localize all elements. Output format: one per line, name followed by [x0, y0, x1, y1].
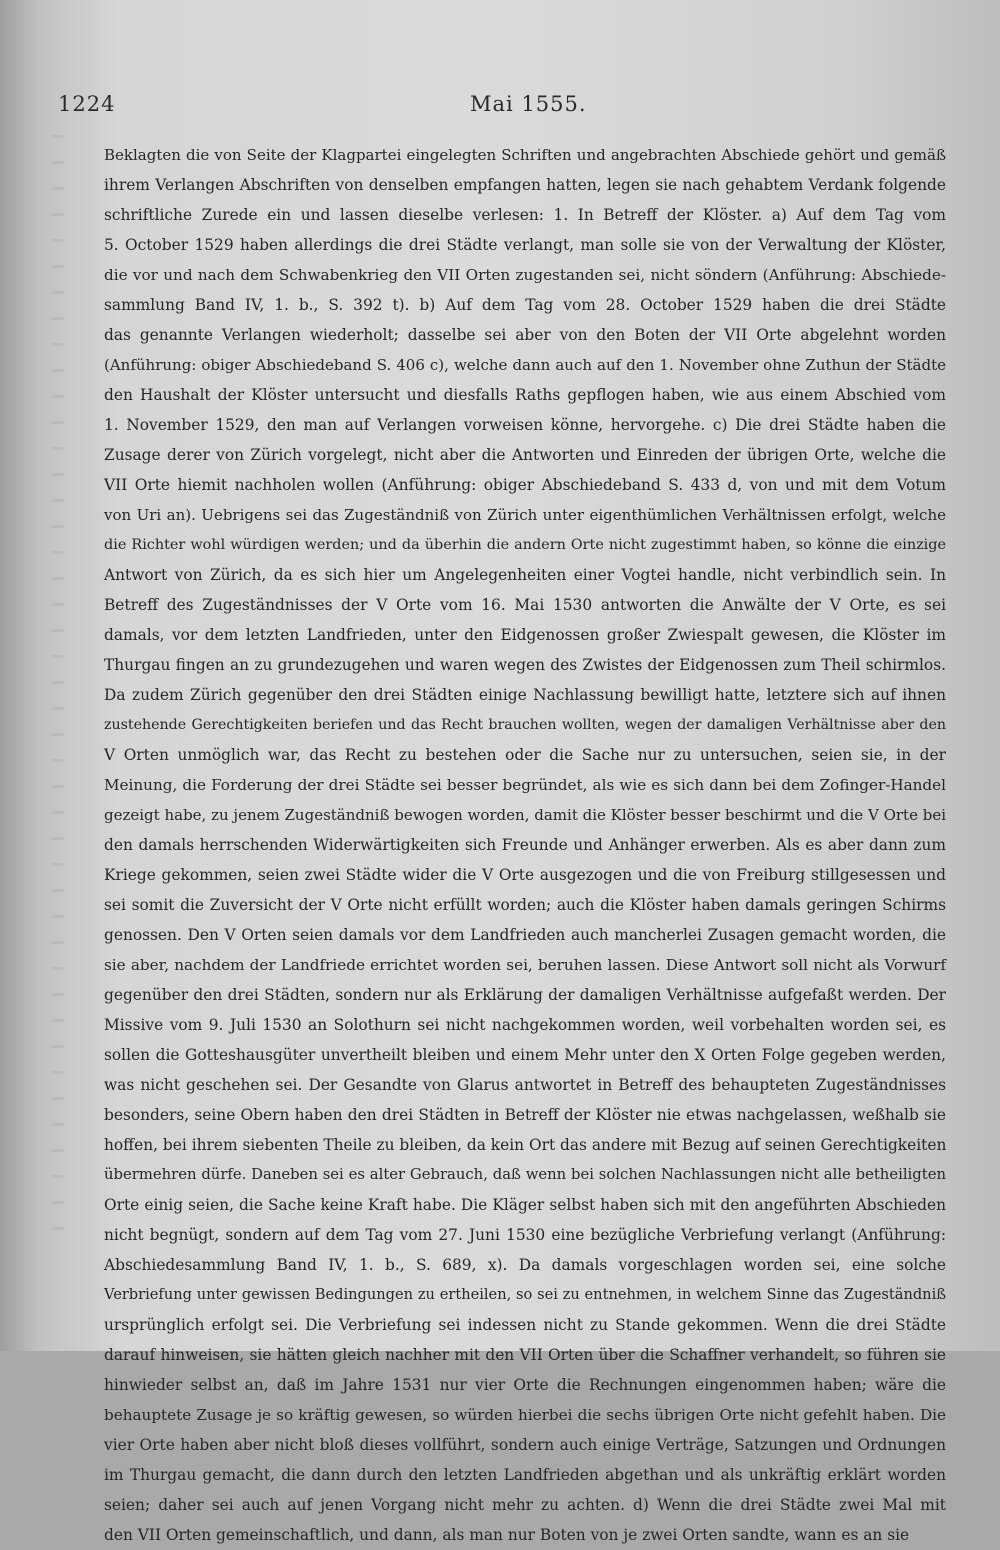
text-line: den damals herrschenden Widerwärtigkeiten sich Freunde und Anhänger erwerben. Als es aber dann zum — [104, 836, 946, 854]
text-line: von Uri an). Uebrigens sei das Zugeständniß von Zürich unter eigenthümlichen Verhältnissen erfolgt, welche — [104, 506, 946, 524]
text-line: Orte einig seien, die Sache keine Kraft habe. Die Kläger selbst haben sich mit den angeführten Abschieden — [104, 1196, 946, 1214]
text-line: die Richter wohl würdigen werden; und da überhin die andern Orte nicht zugestimmt haben, so könne die einzige — [104, 537, 946, 553]
text-line: hinwieder selbst an, daß im Jahre 1531 nur vier Orte die Rechnungen eingenommen haben; wäre die — [104, 1376, 946, 1394]
text-line: den VII Orten gemeinschaftlich, und dann, als man nur Boten von je zwei Orten sandte, wann es an sie — [104, 1526, 910, 1544]
text-line: Meinung, die Forderung der drei Städte sei besser begründet, als wie es sich dann bei dem Zofinger-Handel — [104, 776, 946, 794]
text-line: genossen. Den V Orten seien damals vor dem Landfrieden auch mancherlei Zusagen gemacht worden, die — [104, 926, 946, 944]
text-line: (Anführung: obiger Abschiedeband S. 406 c), welche dann auch auf den 1. November ohne Zuthun der Städte — [104, 356, 946, 374]
text-line: sammlung Band IV, 1. b., S. 392 t). b) Auf dem Tag vom 28. October 1529 haben die drei Städte — [104, 296, 946, 314]
text-line: Thurgau fingen an zu grundezugehen und waren wegen des Zwistes der Eidgenossen zum Theil schirmlos. — [104, 656, 946, 674]
page-number: 1224 — [58, 92, 116, 116]
text-line: Kriege gekommen, seien zwei Städte wider die V Orte ausgezogen und die von Freiburg stillgesessen und — [104, 866, 946, 884]
text-line: Abschiedesammlung Band IV, 1. b., S. 689, x). Da damals vorgeschlagen worden sei, eine solche — [104, 1256, 946, 1274]
show-through-shadow — [52, 135, 64, 1235]
text-line: nicht begnügt, sondern auf dem Tag vom 27. Juni 1530 eine bezügliche Verbriefung verlangt (Anführung: — [104, 1226, 946, 1244]
text-line: ursprünglich erfolgt sei. Die Verbriefung sei indessen nicht zu Stande gekommen. Wenn die drei Städte — [104, 1316, 946, 1334]
text-line: Verbriefung unter gewissen Bedingungen zu ertheilen, so sei zu entnehmen, in welchem Sinne das Zugeständniß — [104, 1286, 946, 1303]
text-line: seien; daher sei auch auf jenen Vorgang nicht mehr zu achten. d) Wenn die drei Städte zwei Mal mit — [104, 1496, 946, 1514]
text-line: was nicht geschehen sei. Der Gesandte von Glarus antwortet in Betreff des behaupteten Zugeständnisses — [104, 1076, 946, 1094]
text-line: Betreff des Zugeständnisses der V Orte vom 16. Mai 1530 antworten die Anwälte der V Orte, es sei — [104, 596, 946, 614]
text-line: ihrem Verlangen Abschriften von denselben empfangen hatten, legen sie nach gehabtem Verdank folgende — [104, 176, 946, 194]
text-line: V Orten unmöglich war, das Recht zu bestehen oder die Sache nur zu untersuchen, seien sie, in der — [104, 746, 946, 764]
text-line: im Thurgau gemacht, die dann durch den letzten Landfrieden abgethan und als unkräftig erklärt worden — [104, 1466, 946, 1484]
text-line: den Haushalt der Klöster untersucht und diesfalls Raths gepflogen haben, wie aus einem Abschied vom — [104, 386, 946, 404]
text-line: hoffen, bei ihrem siebenten Theile zu bleiben, da kein Ort das andere mit Bezug auf seinen Gerechtigkeiten — [104, 1136, 947, 1154]
text-line: zustehende Gerechtigkeiten beriefen und das Recht brauchen wollten, wegen der damaligen Verhältnisse aber den — [104, 717, 946, 733]
text-line: Da zudem Zürich gegenüber den drei Städten einige Nachlassung bewilligt hatte, letztere sich auf ihnen — [104, 686, 946, 704]
text-line: darauf hinweisen, sie hätten gleich nachher mit den VII Orten über die Schaffner verhandelt, so führen sie — [104, 1346, 946, 1364]
text-line: die vor und nach dem Schwabenkrieg den VII Orten zugestanden sei, nicht söndern (Anführung: Abschiede- — [104, 266, 946, 284]
text-line: Beklagten die von Seite der Klagpartei eingelegten Schriften und angebrachten Abschiede gehört und gemäß — [104, 146, 946, 164]
text-line: übermehren dürfe. Daneben sei es alter Gebrauch, daß wenn bei solchen Nachlassungen nicht alle betheiligten — [104, 1166, 946, 1183]
text-line: das genannte Verlangen wiederholt; dasselbe sei aber von den Boten der VII Orte abgelehnt worden — [104, 326, 946, 344]
text-line: 5. October 1529 haben allerdings die drei Städte verlangt, man solle sie von der Verwaltung der Klöster, — [104, 236, 946, 254]
text-line: schriftliche Zurede ein und lassen dieselbe verlesen: 1. In Betreff der Klöster. a) Auf dem Tag vom — [104, 206, 946, 224]
text-line: Missive vom 9. Juli 1530 an Solothurn sei nicht nachgekommen worden, weil vorbehalten worden sei, es — [104, 1016, 946, 1034]
text-line: besonders, seine Obern haben den drei Städten in Betreff der Klöster nie etwas nachgelassen, weßhalb sie — [104, 1106, 946, 1124]
text-line: vier Orte haben aber nicht bloß dieses vollführt, sondern auch einige Verträge, Satzungen und Ordnungen — [104, 1436, 946, 1454]
text-line: 1. November 1529, den man auf Verlangen vorweisen könne, hervorgehe. c) Die drei Städte haben die — [104, 416, 946, 434]
text-line: Antwort von Zürich, da es sich hier um Angelegenheiten einer Vogtei handle, nicht verbindlich sein. In — [104, 566, 946, 584]
running-head: Mai 1555. — [470, 92, 587, 116]
text-line: gezeigt habe, zu jenem Zugeständniß bewogen worden, damit die Klöster besser beschirmt und die V Orte bei — [104, 806, 946, 824]
text-line: gegenüber den drei Städten, sondern nur als Erklärung der damaligen Verhältnisse aufgefaßt werden. Der — [104, 986, 946, 1004]
text-line: behauptete Zusage je so kräftig gewesen, so würden hierbei die sechs übrigen Orte nicht gefehlt haben. Die — [104, 1406, 946, 1424]
text-line: damals, vor dem letzten Landfrieden, unter den Eidgenossen großer Zwiespalt gewesen, die Klöster im — [104, 626, 946, 644]
text-line: sie aber, nachdem der Landfriede errichtet worden sei, beruhen lassen. Diese Antwort soll nicht als Vorwurf — [104, 956, 946, 974]
text-line: Zusage derer von Zürich vorgelegt, nicht aber die Antworten und Einreden der übrigen Orte, welche die — [104, 446, 946, 464]
page-header — [58, 92, 948, 122]
body-text — [104, 140, 946, 1550]
text-line: sei somit die Zuversicht der V Orte nicht erfüllt worden; auch die Klöster haben damals geringen Schirms — [104, 896, 946, 914]
text-line: sollen die Gotteshausgüter unvertheilt bleiben und einem Mehr unter den X Orten Folge gegeben werden, — [104, 1046, 946, 1064]
text-line: VII Orte hiemit nachholen wollen (Anführung: obiger Abschiedeband S. 433 d, von und mit dem Votum — [104, 476, 946, 494]
